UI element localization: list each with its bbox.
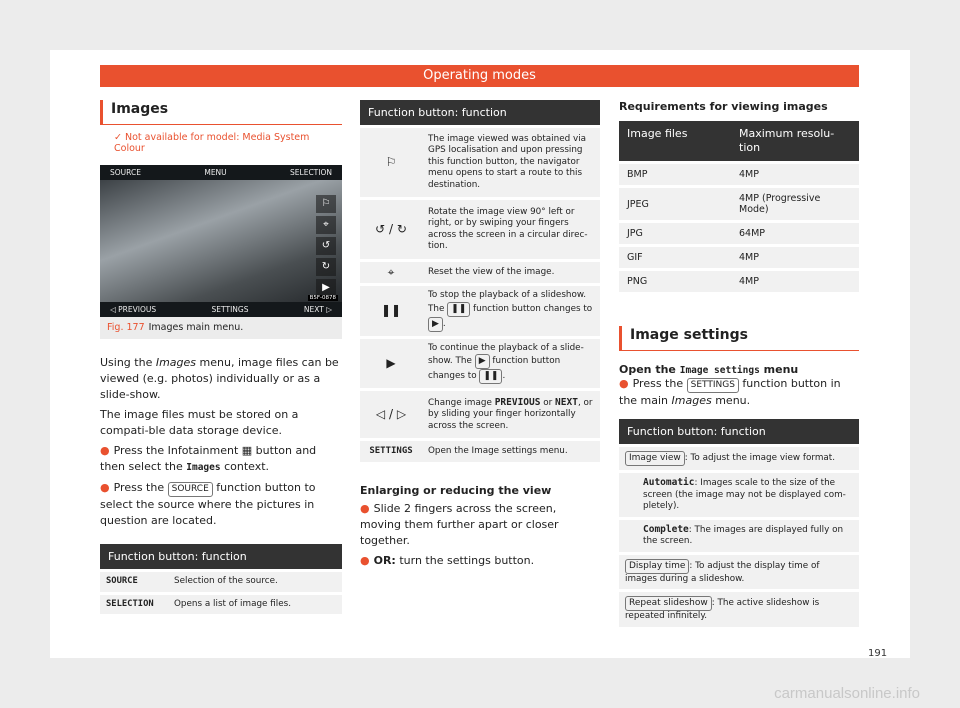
table-row: GIF 4MP	[619, 246, 859, 270]
watermark: carmanualsonline.info	[774, 685, 920, 702]
source-button-glyph: SOURCE	[168, 482, 213, 497]
table-row: JPG 64MP	[619, 222, 859, 246]
table-row: ▶ To continue the playback of a slide-show. The ▶ function button changes to ❚❚ .	[360, 337, 600, 390]
screen-source-label: SOURCE	[110, 168, 141, 177]
table-row: PNG 4MP	[619, 270, 859, 293]
flag-icon: ⚐	[360, 127, 422, 199]
play-icon: ▶	[428, 317, 443, 332]
table-row: BMP 4MP	[619, 163, 859, 187]
play-icon: ▶	[360, 337, 422, 390]
availability-note: ✓ Not available for model: Media System Colour	[114, 132, 310, 154]
enlarge-title: Enlarging or reducing the view	[360, 483, 552, 497]
table-row: JPEG 4MP (Progressive Mode)	[619, 187, 859, 222]
table-row: ⌖ Reset the view of the image.	[360, 261, 600, 285]
pause-icon: ❚❚	[447, 302, 470, 317]
table-row: SETTINGS Open the Image settings menu.	[360, 440, 600, 462]
instruction-step-2: ● Press the SOURCE function button to select the source where the pictures in question are located.	[100, 481, 316, 527]
table-row: Repeat slideshow : The active slideshow is repeated infinitely.	[619, 591, 859, 627]
table-row: ❚❚ To stop the playback of a slideshow. The ❚❚ function button changes to ▶ .	[360, 285, 600, 338]
pause-icon: ❚❚	[479, 369, 502, 384]
section-title-image-settings: Image settings	[619, 326, 859, 351]
screen-selection-label: SELECTION	[290, 168, 332, 177]
rotate-icon: ↺ / ↻	[360, 199, 422, 261]
settings-label: SETTINGS	[360, 440, 422, 462]
check-icon: ✓	[114, 132, 122, 143]
infotainment-icon: ▦	[241, 444, 253, 457]
middle-column	[360, 100, 600, 569]
repeat-slideshow-button-glyph: Repeat slideshow	[625, 596, 712, 611]
requirements-title: Requirements for viewing images	[619, 100, 828, 113]
images-screen-figure	[100, 165, 342, 317]
section-title-images: Images	[100, 100, 342, 125]
requirements-table: Image files Maximum resolu-tion BMP 4MP JPEG 4MP (Progressive Mode) JPG 64MP GIF 4MP PNG 4MP	[619, 121, 859, 292]
left-function-table	[100, 544, 342, 614]
instruction-step-1: ● Press the Infotainment ▦ button and then select the Images context.	[100, 444, 317, 473]
table-row: Display time : To adjust the display time of images during a slideshow.	[619, 553, 859, 591]
screen-settings-label: SETTINGS	[211, 305, 249, 314]
screen-top-bar	[100, 165, 342, 180]
chapter-header: Operating modes	[100, 65, 859, 87]
prev-next-icon: ◁ / ▷	[360, 390, 422, 440]
screen-previous-label: ◁ PREVIOUS	[110, 305, 157, 314]
storage-paragraph: The image files must be stored on a compati-ble data storage device.	[100, 408, 299, 437]
intro-paragraph: Using the Images menu, image files can be viewed (e.g. photos) individually or as a slide-show.	[100, 356, 339, 401]
enlarge-step-1: ● Slide 2 fingers across the screen, moving them further apart or closer together.	[360, 501, 559, 547]
table-header: Function button: function	[619, 419, 859, 446]
screen-menu-label: MENU	[204, 168, 227, 177]
rotate-left-icon: ↺	[316, 237, 336, 255]
reset-view-icon: ⌖	[360, 261, 422, 285]
page-number: 191	[868, 648, 888, 659]
play-icon: ▶	[475, 354, 490, 369]
table-header: Function button: function	[100, 544, 342, 571]
play-icon: ▶	[316, 279, 336, 297]
table-row: Automatic: Images scale to the size of the screen (the image may not be displayed com-pletely).	[619, 472, 859, 519]
figure-code: B5F-0878	[309, 295, 336, 301]
settings-table	[619, 419, 859, 627]
table-header: Function button: function	[360, 100, 600, 127]
table-row: ↺ / ↻ Rotate the image view 90° left or right, or by swiping your fingers across the screen in a circular direc-tion.	[360, 199, 600, 261]
flag-icon: ⚐	[316, 195, 336, 213]
open-menu-title: Open the Image settings menu	[619, 363, 799, 376]
screen-next-label: NEXT ▷	[303, 305, 332, 314]
display-time-button-glyph: Display time	[625, 559, 689, 574]
figure-caption: Fig. 177 Images main menu.	[100, 317, 342, 339]
table-row: ◁ / ▷ Change image PREVIOUS or NEXT, or by sliding your finger horizontally across the screen.	[360, 390, 600, 440]
enlarge-step-2: ● OR: turn the settings button.	[360, 553, 535, 567]
settings-button-glyph: SETTINGS	[687, 378, 739, 393]
rotate-right-icon: ↻	[316, 258, 336, 276]
screen-side-buttons	[316, 195, 336, 300]
left-column	[100, 100, 342, 614]
open-menu-step: ● Press the SETTINGS function button in the main Images menu.	[619, 377, 841, 407]
table-row: Image view : To adjust the image view format.	[619, 446, 859, 472]
reset-view-icon: ⌖	[316, 216, 336, 234]
right-column	[619, 100, 859, 627]
image-view-button-glyph: Image view	[625, 451, 685, 466]
screen-bottom-bar	[100, 302, 342, 317]
table-row: ⚐ The image viewed was obtained via GPS localisation and upon pressing this function button, the navigator menu opens to start a route to this destination.	[360, 127, 600, 199]
table-row: SOURCE Selection of the source.	[100, 571, 342, 594]
table-row: SELECTION Opens a list of image files.	[100, 593, 342, 614]
middle-function-table	[360, 100, 600, 462]
table-row: Complete: The images are displayed fully on the screen.	[619, 518, 859, 553]
pause-icon: ❚❚	[360, 285, 422, 338]
